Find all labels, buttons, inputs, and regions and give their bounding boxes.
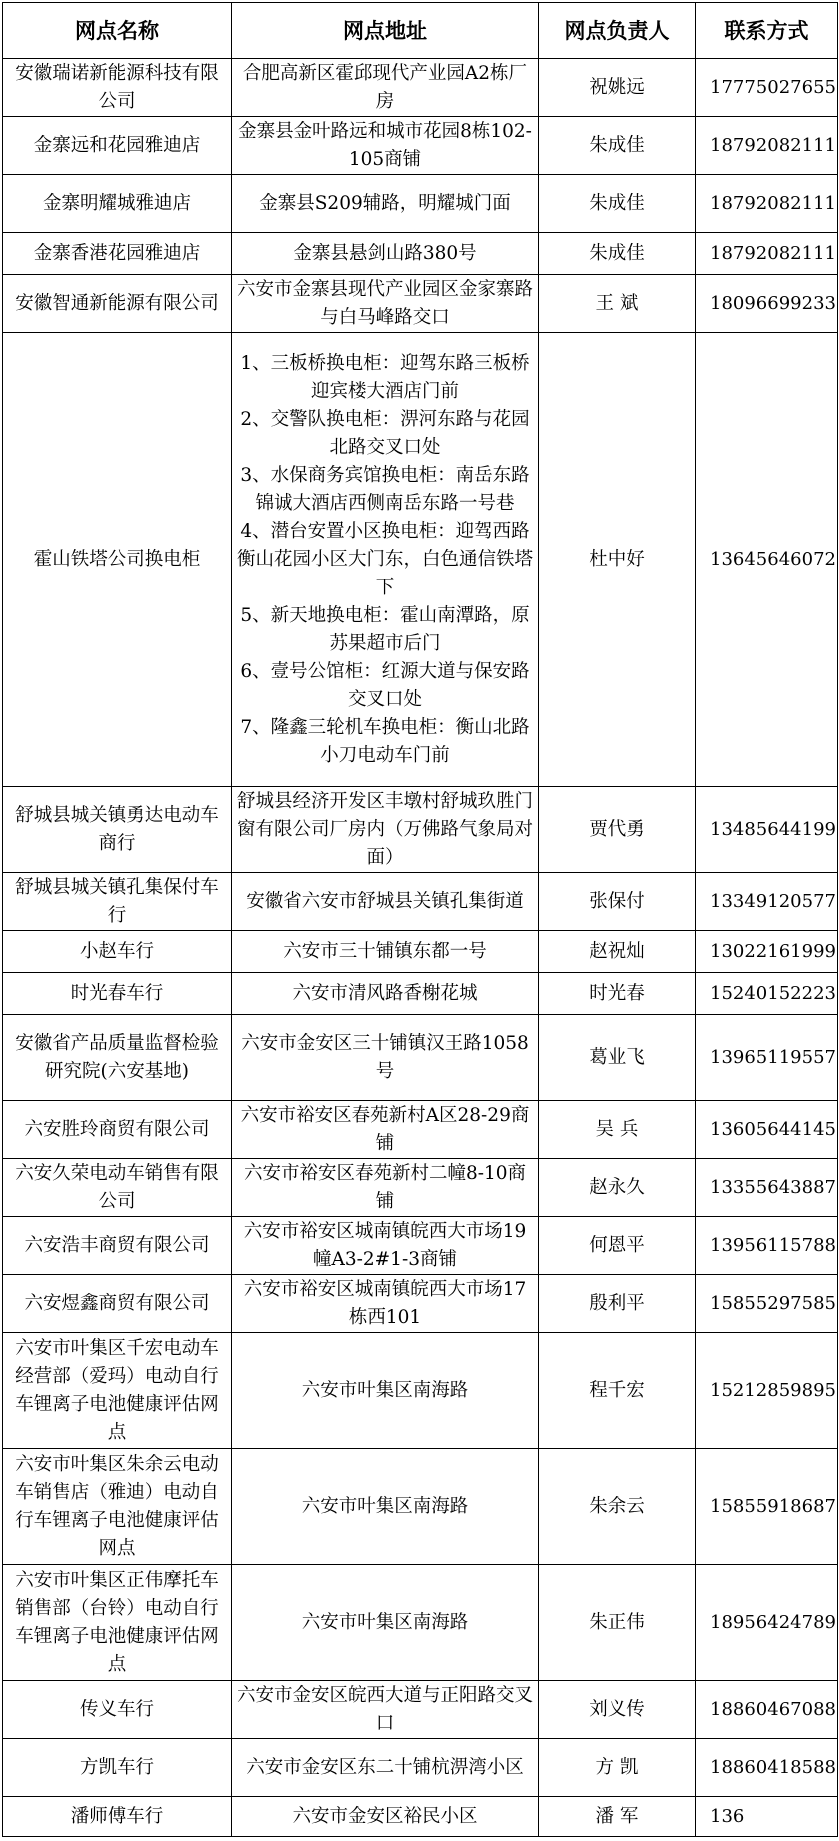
outlet-phone: 18096699233 <box>696 275 838 333</box>
outlet-person: 刘义传 <box>539 1681 696 1739</box>
outlet-phone: 136 <box>696 1797 838 1837</box>
outlet-person: 时光春 <box>539 973 696 1015</box>
address-item: 1、三板桥换电柜：迎驾东路三板桥迎宾楼大酒店门前 <box>240 352 530 402</box>
outlet-address: 六安市裕安区春苑新村A区28-29商铺 <box>232 1101 539 1159</box>
outlet-phone: 13956115788 <box>696 1217 838 1275</box>
outlet-address: 六安市金安区东二十铺杭淠湾小区 <box>232 1739 539 1797</box>
outlet-name: 六安浩丰商贸有限公司 <box>3 1217 232 1275</box>
outlet-person: 赵祝灿 <box>539 931 696 973</box>
address-item: 3、水保商务宾馆换电柜：南岳东路锦诚大酒店西侧南岳东路一号巷 <box>240 464 530 514</box>
outlet-name: 安徽省产品质量监督检验研究院(六安基地) <box>3 1015 232 1101</box>
address-item: 6、壹号公馆柜：红源大道与保安路交叉口处 <box>240 660 530 710</box>
outlet-person: 潘 军 <box>539 1797 696 1837</box>
outlet-name: 时光春车行 <box>3 973 232 1015</box>
table-row <box>3 931 838 973</box>
outlet-person: 朱余云 <box>539 1449 696 1565</box>
table-row <box>3 175 838 233</box>
outlet-address: 舒城县经济开发区丰墩村舒城玖胜门窗有限公司厂房内（万佛路气象局对面） <box>232 787 539 873</box>
outlet-name: 安徽智通新能源有限公司 <box>3 275 232 333</box>
header-address: 网点地址 <box>232 3 539 59</box>
outlet-name: 传义车行 <box>3 1681 232 1739</box>
outlet-person: 朱成佳 <box>539 233 696 275</box>
outlet-phone: 13485644199 <box>696 787 838 873</box>
table-row <box>3 1333 838 1449</box>
outlet-phone: 18956424789 <box>696 1565 838 1681</box>
outlet-name: 金寨明耀城雅迪店 <box>3 175 232 233</box>
outlet-person: 祝姚远 <box>539 59 696 117</box>
outlet-name: 舒城县城关镇孔集保付车行 <box>3 873 232 931</box>
table-row <box>3 873 838 931</box>
outlet-name: 金寨远和花园雅迪店 <box>3 117 232 175</box>
table-row <box>3 973 838 1015</box>
outlet-address: 六安市金安区三十铺镇汉王路1058号 <box>232 1015 539 1101</box>
outlet-name: 六安市叶集区正伟摩托车销售部（台铃）电动自行车锂离子电池健康评估网点 <box>3 1565 232 1681</box>
outlet-phone: 13349120577 <box>696 873 838 931</box>
table-row <box>3 1101 838 1159</box>
outlet-address: 六安市金安区裕民小区 <box>232 1797 539 1837</box>
outlet-address: 金寨县金叶路远和城市花园8栋102-105商铺 <box>232 117 539 175</box>
outlet-address: 六安市金安区皖西大道与正阳路交叉口 <box>232 1681 539 1739</box>
outlet-name: 舒城县城关镇勇达电动车商行 <box>3 787 232 873</box>
table-header <box>3 3 838 59</box>
outlet-phone: 13605644145 <box>696 1101 838 1159</box>
table-row <box>3 275 838 333</box>
outlet-phone: 18792082111 <box>696 233 838 275</box>
outlet-person: 何恩平 <box>539 1217 696 1275</box>
outlet-address-list <box>232 333 539 787</box>
outlet-table <box>2 2 838 1837</box>
outlet-address: 六安市裕安区城南镇皖西大市场19幢A3-2#1-3商铺 <box>232 1217 539 1275</box>
outlet-phone: 15855918687 <box>696 1449 838 1565</box>
outlet-phone: 18860467088 <box>696 1681 838 1739</box>
table-row <box>3 1681 838 1739</box>
header-name: 网点名称 <box>3 3 232 59</box>
header-person: 网点负责人 <box>539 3 696 59</box>
outlet-name: 六安市叶集区千宏电动车经营部（爱玛）电动自行车锂离子电池健康评估网点 <box>3 1333 232 1449</box>
outlet-name: 霍山铁塔公司换电柜 <box>3 333 232 787</box>
address-item: 4、潜台安置小区换电柜：迎驾西路衡山花园小区大门东，白色通信铁塔下 <box>236 520 533 598</box>
outlet-person: 朱成佳 <box>539 117 696 175</box>
outlet-person: 程千宏 <box>539 1333 696 1449</box>
table-row <box>3 1015 838 1101</box>
outlet-phone: 13645646072 <box>696 333 838 787</box>
outlet-address: 金寨县悬剑山路380号 <box>232 233 539 275</box>
outlet-name: 六安市叶集区朱余云电动车销售店（雅迪）电动自行车锂离子电池健康评估网点 <box>3 1449 232 1565</box>
outlet-person: 王 斌 <box>539 275 696 333</box>
outlet-address: 六安市三十铺镇东都一号 <box>232 931 539 973</box>
table-row <box>3 117 838 175</box>
outlet-address: 金寨县S209辅路，明耀城门面 <box>232 175 539 233</box>
table-row <box>3 333 838 787</box>
table-row <box>3 1739 838 1797</box>
header-phone: 联系方式 <box>696 3 838 59</box>
outlet-address: 合肥高新区霍邱现代产业园A2栋厂房 <box>232 59 539 117</box>
outlet-phone: 13022161999 <box>696 931 838 973</box>
outlet-name: 小赵车行 <box>3 931 232 973</box>
outlet-person: 杜中好 <box>539 333 696 787</box>
outlet-name: 方凯车行 <box>3 1739 232 1797</box>
outlet-phone: 13965119557 <box>696 1015 838 1101</box>
outlet-address: 六安市叶集区南海路 <box>232 1333 539 1449</box>
outlet-person: 赵永久 <box>539 1159 696 1217</box>
address-item: 7、隆鑫三轮机车换电柜：衡山北路小刀电动车门前 <box>240 716 530 766</box>
outlet-person: 吴 兵 <box>539 1101 696 1159</box>
outlet-person: 贾代勇 <box>539 787 696 873</box>
outlet-person: 朱正伟 <box>539 1565 696 1681</box>
table-row <box>3 1217 838 1275</box>
table-row <box>3 1797 838 1837</box>
outlet-phone: 18860418588 <box>696 1739 838 1797</box>
outlet-name: 六安胜玲商贸有限公司 <box>3 1101 232 1159</box>
address-item: 5、新天地换电柜：霍山南潭路，原苏果超市后门 <box>240 604 530 654</box>
outlet-address: 六安市裕安区城南镇皖西大市场17栋西101 <box>232 1275 539 1333</box>
outlet-address: 六安市叶集区南海路 <box>232 1565 539 1681</box>
table-row <box>3 1565 838 1681</box>
outlet-name: 六安煜鑫商贸有限公司 <box>3 1275 232 1333</box>
outlet-person: 朱成佳 <box>539 175 696 233</box>
table-row <box>3 233 838 275</box>
table-row <box>3 787 838 873</box>
outlet-name: 金寨香港花园雅迪店 <box>3 233 232 275</box>
outlet-phone: 17775027655 <box>696 59 838 117</box>
outlet-name: 潘师傅车行 <box>3 1797 232 1837</box>
outlet-phone: 18792082111 <box>696 175 838 233</box>
outlet-phone: 13355643887 <box>696 1159 838 1217</box>
outlet-phone: 18792082111 <box>696 117 838 175</box>
outlet-name: 安徽瑞诺新能源科技有限公司 <box>3 59 232 117</box>
outlet-phone: 15240152223 <box>696 973 838 1015</box>
table-row <box>3 1449 838 1565</box>
outlet-phone: 15212859895 <box>696 1333 838 1449</box>
outlet-address: 六安市清风路香榭花城 <box>232 973 539 1015</box>
outlet-name: 六安久荣电动车销售有限公司 <box>3 1159 232 1217</box>
outlet-phone: 15855297585 <box>696 1275 838 1333</box>
table-row <box>3 59 838 117</box>
outlet-address: 安徽省六安市舒城县关镇孔集街道 <box>232 873 539 931</box>
outlet-address: 六安市裕安区春苑新村二幢8-10商铺 <box>232 1159 539 1217</box>
address-item: 2、交警队换电柜：淠河东路与花园北路交叉口处 <box>240 408 530 458</box>
table-body <box>3 59 838 1837</box>
outlet-person: 殷利平 <box>539 1275 696 1333</box>
outlet-address: 六安市金寨县现代产业园区金家寨路与白马峰路交口 <box>232 275 539 333</box>
outlet-person: 葛业飞 <box>539 1015 696 1101</box>
outlet-address: 六安市叶集区南海路 <box>232 1449 539 1565</box>
table-row <box>3 1159 838 1217</box>
table-row <box>3 1275 838 1333</box>
header-row <box>3 3 838 59</box>
outlet-person: 张保付 <box>539 873 696 931</box>
outlet-person: 方 凯 <box>539 1739 696 1797</box>
